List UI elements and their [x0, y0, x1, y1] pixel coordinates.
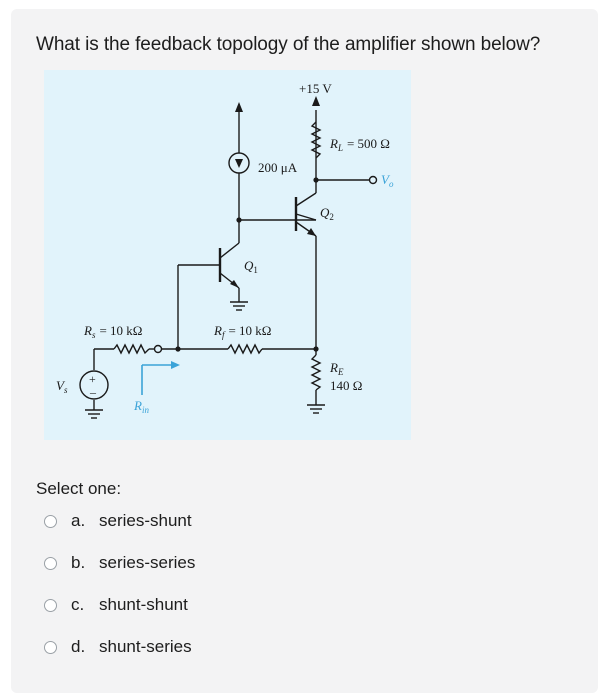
rf-resistor: [228, 345, 262, 353]
re-resistor: [312, 355, 320, 390]
node-vo: [313, 177, 318, 182]
current-source-label: 200 μA: [258, 160, 298, 175]
re-value: 140 Ω: [330, 378, 363, 393]
rl-label: $R_L = 500$ Ω: [330, 136, 390, 153]
option-a-letter: a.: [71, 511, 86, 530]
question-text: What is the feedback topology of the amplifier shown below?: [36, 34, 541, 55]
select-one-prompt: Select one:: [36, 479, 122, 498]
current-source-up-arrow: [235, 102, 243, 112]
option-c[interactable]: [44, 592, 264, 618]
rl-resistor: [312, 122, 320, 158]
q2-base-wire: [296, 214, 316, 220]
node-q2-emitter: [313, 346, 318, 351]
option-b-letter: b.: [71, 553, 86, 572]
radio-option-a[interactable]: [44, 515, 57, 528]
q1-collector-lead: [220, 243, 239, 258]
vo-terminal: [370, 177, 377, 184]
re-label: $R_E$: [330, 360, 344, 377]
rin-label: $R_{in}$: [134, 398, 149, 415]
vs-minus-sign: –: [90, 385, 96, 399]
node-q1-collector: [236, 217, 241, 222]
radio-option-d[interactable]: [44, 641, 57, 654]
option-a-label: series-shunt: [99, 511, 192, 530]
rf-label: $R_f = 10$ kΩ: [214, 323, 272, 340]
rs-terminal: [155, 346, 162, 353]
vs-label: $V_s$: [56, 378, 68, 395]
supply-label: +15 V: [299, 81, 332, 96]
rs-resistor: [114, 345, 149, 353]
q2-label: $Q_2$: [320, 205, 334, 222]
option-a[interactable]: [44, 508, 264, 534]
option-b[interactable]: [44, 550, 264, 576]
option-c-label: shunt-shunt: [99, 595, 188, 614]
q2-emitter-arrow: [307, 228, 316, 236]
option-c-letter: c.: [71, 595, 85, 614]
rin-arrow-head: [171, 361, 180, 369]
radio-option-c[interactable]: [44, 599, 57, 612]
rs-label: $R_s = 10$ kΩ: [84, 323, 143, 340]
option-b-label: series-series: [99, 553, 196, 572]
option-d[interactable]: [44, 634, 264, 660]
circuit-figure: [44, 70, 411, 440]
option-d-letter: d.: [71, 637, 86, 656]
vo-label: $V_o$: [381, 172, 394, 189]
supply-up-arrow: [312, 96, 320, 106]
node-q1-base: [175, 346, 180, 351]
circuit-diagram: [44, 70, 411, 440]
option-d-label: shunt-series: [99, 637, 192, 656]
radio-option-b[interactable]: [44, 557, 57, 570]
q2-collector-lead: [296, 193, 316, 206]
vs-plus-sign: +: [89, 372, 96, 386]
q1-label: $Q_1$: [244, 258, 258, 275]
